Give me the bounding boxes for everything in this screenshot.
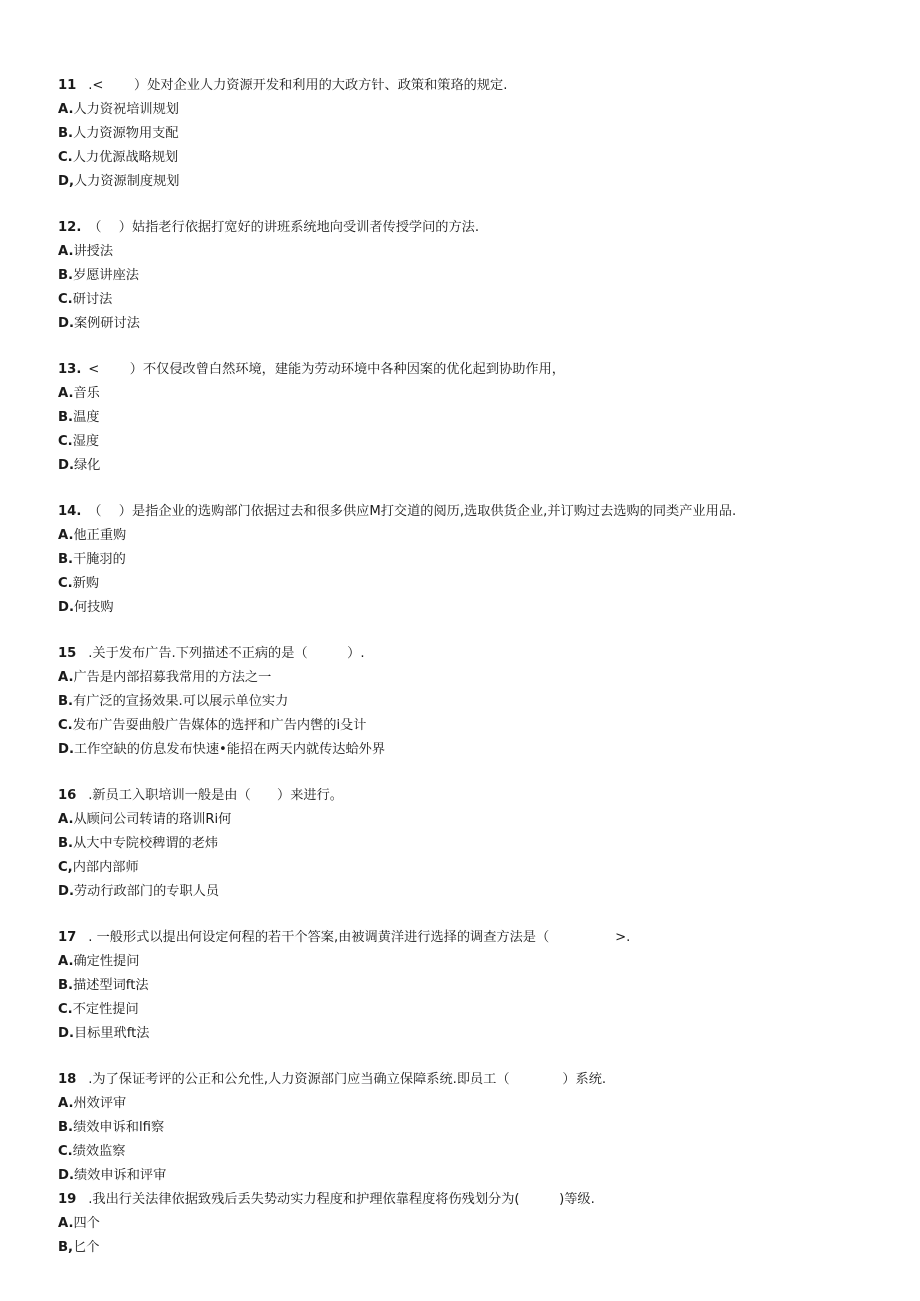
option-b (58, 264, 878, 288)
option-letter: A. (58, 102, 74, 117)
option-text: 人力优源战略规划 (72, 150, 179, 165)
option-letter: B. (58, 694, 74, 709)
option-a (58, 240, 878, 264)
question-number: 15 (58, 646, 77, 661)
option-text: 绩效申诉和lfi察 (73, 1120, 165, 1135)
spacer (58, 194, 878, 216)
option-c (58, 1140, 878, 1164)
question-text: .关于发布广告.下列描述不正病的是（ ）. (84, 646, 365, 661)
option-b (58, 122, 878, 146)
question-stem (58, 1068, 878, 1092)
question-number: 16 (58, 788, 77, 803)
option-b (58, 690, 878, 714)
option-text: 四个 (73, 1216, 100, 1231)
option-text: 从大中专院校稗谓的老炜 (73, 836, 219, 851)
option-letter: A. (58, 386, 74, 401)
option-d (58, 1164, 878, 1188)
option-text: 音乐 (73, 386, 100, 401)
option-letter: A. (58, 954, 74, 969)
question-stem (58, 216, 878, 240)
option-text: 研讨法 (72, 292, 113, 307)
option-b (58, 832, 878, 856)
question-14 (58, 500, 878, 620)
option-text: 人力资源物用支配 (73, 126, 179, 141)
option-letter: A. (58, 1096, 74, 1111)
option-letter: B. (58, 836, 74, 851)
option-letter: D, (58, 174, 74, 189)
option-letter: D. (58, 884, 74, 899)
question-19 (58, 1188, 878, 1260)
option-letter: A. (58, 812, 74, 827)
option-letter: D. (58, 600, 74, 615)
option-letter: C. (58, 150, 73, 165)
option-text: 绩效监察 (72, 1144, 126, 1159)
spacer (58, 904, 878, 926)
question-18 (58, 1068, 878, 1188)
question-text: （ ）是指企业的选购部门依据过去和很多供应M打交道的阅历,选取供货企业,并订购过去选购的同类产业用品. (84, 504, 737, 519)
option-text: 湿度 (72, 434, 100, 449)
option-a (58, 524, 878, 548)
option-letter: C. (58, 1144, 73, 1159)
question-stem (58, 784, 878, 808)
question-text: （ ）姑指老行依据打宽好的讲班系统地向受训者传授学问的方法. (84, 220, 480, 235)
spacer (58, 620, 878, 642)
question-number: 12. (58, 220, 82, 235)
option-a (58, 382, 878, 406)
option-d (58, 738, 878, 762)
option-text: 发布广告耍曲般广告媒体的选抨和广告内辔的i殳计 (72, 718, 367, 733)
option-letter: B. (58, 410, 74, 425)
option-letter: D. (58, 1026, 74, 1041)
option-a (58, 808, 878, 832)
option-letter: A. (58, 670, 74, 685)
question-17 (58, 926, 878, 1046)
option-text: 劳动行政部门的专职人员 (73, 884, 220, 899)
question-number: 18 (58, 1072, 77, 1087)
option-b (58, 548, 878, 572)
option-d (58, 596, 878, 620)
spacer (58, 478, 878, 500)
option-text: 绿化 (73, 458, 101, 473)
question-text: < ）不仅侵改曾白然环境，建能为劳动环境中各种因案的优化起到协助作用， (84, 362, 565, 377)
question-number: 11 (58, 78, 77, 93)
option-a (58, 1212, 878, 1236)
exam-page (58, 74, 878, 1260)
option-c (58, 146, 878, 170)
option-d (58, 312, 878, 336)
option-letter: A. (58, 244, 74, 259)
option-c (58, 856, 878, 880)
question-stem (58, 500, 878, 524)
option-d (58, 1022, 878, 1046)
question-text: .< ）处对企业人力资源开发和利用的大政方针、政策和策珞的规定. (84, 78, 508, 93)
option-text: 干腌羽的 (73, 552, 126, 567)
question-stem (58, 1188, 878, 1212)
question-text: .为了保证考评的公正和公允性,人力资源部门应当确立保障系统.即员工（ ）系统. (84, 1072, 607, 1087)
question-stem (58, 74, 878, 98)
spacer (58, 336, 878, 358)
option-c (58, 998, 878, 1022)
question-13 (58, 358, 878, 478)
option-text: 不定性提问 (72, 1002, 139, 1017)
option-letter: C. (58, 292, 73, 307)
option-b (58, 1236, 878, 1260)
question-number: 19 (58, 1192, 77, 1207)
option-letter: C. (58, 718, 73, 733)
option-a (58, 666, 878, 690)
option-c (58, 430, 878, 454)
option-text: 描述型词ft法 (73, 978, 149, 993)
question-stem (58, 642, 878, 666)
option-d (58, 880, 878, 904)
spacer (58, 1046, 878, 1068)
option-letter: C. (58, 1002, 73, 1017)
option-text: 人力资祝培训规划 (73, 102, 179, 117)
spacer (58, 762, 878, 784)
option-text: 州效评审 (73, 1096, 127, 1111)
option-letter: C, (58, 860, 73, 875)
question-16 (58, 784, 878, 904)
option-c (58, 288, 878, 312)
question-text: . 一般形式以提出何设定何程的若干个答案,由被调黄洋进行选择的调查方法是（ >. (84, 930, 631, 945)
option-text: 岁愿讲座法 (73, 268, 139, 283)
option-text: 温度 (73, 410, 100, 425)
option-text: 他正重购 (73, 528, 127, 543)
option-letter: D. (58, 458, 74, 473)
option-text: 从顾问公司转请的珞训Ri何 (73, 812, 232, 827)
option-text: 新购 (72, 576, 100, 591)
option-letter: B. (58, 126, 74, 141)
option-text: 确定性提问 (73, 954, 140, 969)
option-b (58, 974, 878, 998)
option-a (58, 950, 878, 974)
option-d (58, 454, 878, 478)
question-number: 13. (58, 362, 82, 377)
option-a (58, 98, 878, 122)
option-letter: C. (58, 434, 73, 449)
option-text: 人力资源制度规划 (73, 174, 180, 189)
question-11 (58, 74, 878, 194)
option-letter: B. (58, 978, 74, 993)
option-b (58, 406, 878, 430)
option-letter: B. (58, 268, 74, 283)
question-text: .我出行关法律依据致残后丢失势动实力程度和护理依靠程度将伤残划分为( )等级. (84, 1192, 595, 1207)
option-text: 有广泛的宣扬效果.可以展示单位实力 (73, 694, 289, 709)
option-letter: A. (58, 528, 74, 543)
question-number: 14. (58, 504, 82, 519)
option-text: 广告是内部招募我常用的方法之一 (73, 670, 272, 685)
option-text: 何技购 (73, 600, 114, 615)
option-letter: B. (58, 552, 74, 567)
option-letter: D. (58, 742, 74, 757)
option-letter: B, (58, 1240, 74, 1255)
option-c (58, 714, 878, 738)
question-15 (58, 642, 878, 762)
option-text: 绩效申诉和评审 (73, 1168, 167, 1183)
option-text: 内部内部师 (72, 860, 139, 875)
question-stem (58, 358, 878, 382)
question-12 (58, 216, 878, 336)
option-c (58, 572, 878, 596)
option-text: 案例研讨法 (73, 316, 140, 331)
option-text: 工作空缺的仿息发布快速•能招在两天内就传达蛤外界 (73, 742, 386, 757)
question-text: .新员工入职培训一般是由（ ）来进行。 (84, 788, 343, 803)
option-d (58, 170, 878, 194)
question-stem (58, 926, 878, 950)
option-text: 讲授法 (73, 244, 114, 259)
option-b (58, 1116, 878, 1140)
option-letter: B. (58, 1120, 74, 1135)
option-text: 目标里玳ft法 (73, 1026, 150, 1041)
option-a (58, 1092, 878, 1116)
option-letter: D. (58, 316, 74, 331)
option-letter: A. (58, 1216, 74, 1231)
option-letter: C. (58, 576, 73, 591)
option-letter: D. (58, 1168, 74, 1183)
option-text: 匕个 (73, 1240, 100, 1255)
question-number: 17 (58, 930, 77, 945)
